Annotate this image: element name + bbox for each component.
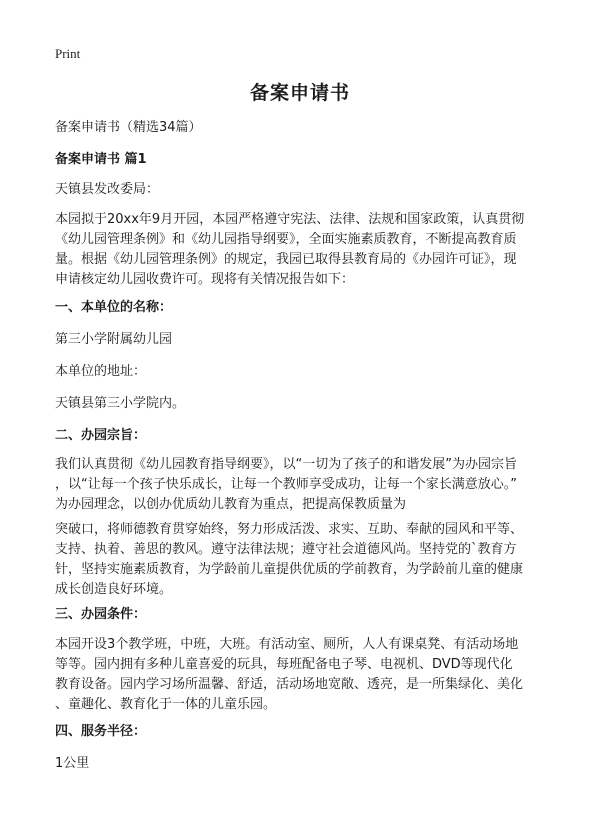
document-subtitle: 备案申请书（精选34篇） <box>55 120 202 135</box>
address-value: 天镇县第三小学院内。 <box>55 396 186 411</box>
service-radius-value: 1公里 <box>55 756 90 771</box>
purpose-line: 我们认真贯彻《幼儿园教育指导纲要》，以“一切为了孩子的和谐发展”为办园宗旨 <box>55 457 517 472</box>
heading-conditions: 三、办园条件： <box>55 607 147 622</box>
heading-purpose: 二、办园宗旨： <box>55 428 147 443</box>
purpose-line: 针，坚持实施素质教育，为学龄前儿童提供优质的学前教育，为学龄前儿童的健康 <box>55 562 524 577</box>
print-link[interactable]: Print <box>55 46 81 61</box>
document-title: 备案申请书 <box>249 82 350 104</box>
intro-line: 申请核定幼儿园收费许可。现将有关情况报告如下： <box>55 272 355 287</box>
purpose-paragraph-a <box>55 455 555 515</box>
salutation: 天镇县发改委局： <box>55 182 160 197</box>
section-title: 备案申请书 篇1 <box>55 152 147 167</box>
conditions-paragraph <box>55 635 555 715</box>
purpose-line: 突破口，将师德教育贯穿始终，努力形成活泼、求实、互助、奉献的园风和平等、 <box>55 522 524 537</box>
intro-line: 《幼儿园管理条例》和《幼儿园指导纲要》，全面实施素质教育，不断提高教育质 <box>55 232 517 247</box>
purpose-line: ，以“让每一个孩子快乐成长，让每一个教师享受成功，让每一个家长满意放心。” <box>55 477 517 492</box>
heading-unit-name: 一、本单位的名称： <box>55 300 173 315</box>
conditions-line: 教育设备。园内学习场所温馨、舒适，活动场地宽敞、透亮，是一所集绿化、美化 <box>55 677 524 692</box>
heading-service-radius: 四、服务半径： <box>55 724 147 739</box>
purpose-paragraph-b <box>55 520 555 600</box>
intro-line: 本园拟于20xx年9月开园，本园严格遵守宪法、法律、法规和国家政策，认真贯彻 <box>55 212 525 227</box>
unit-name: 第三小学附属幼儿园 <box>55 332 173 347</box>
conditions-line: 、童趣化、教育化于一体的儿童乐园。 <box>55 697 277 712</box>
purpose-line: 支持、执着、善思的教风。遵守法律法规；遵守社会道德风尚。坚持党的`教育方 <box>55 542 517 557</box>
intro-paragraph <box>55 210 555 290</box>
purpose-line: 为办园理念，以创办优质幼儿教育为重点，把提高保教质量为 <box>55 497 407 512</box>
address-label: 本单位的地址： <box>55 364 147 379</box>
conditions-line: 等等。园内拥有多种儿童喜爱的玩具，每班配备电子琴、电视机、DVD等现代化 <box>55 657 513 672</box>
purpose-line: 成长创造良好环境。 <box>55 582 173 597</box>
conditions-line: 本园开设3个教学班，中班，大班。有活动室、厕所，人人有课桌凳、有活动场地 <box>55 637 519 652</box>
intro-line: 量。根据《幼儿园管理条例》的规定，我园已取得县教育局的《办园许可证》，现 <box>55 252 517 267</box>
